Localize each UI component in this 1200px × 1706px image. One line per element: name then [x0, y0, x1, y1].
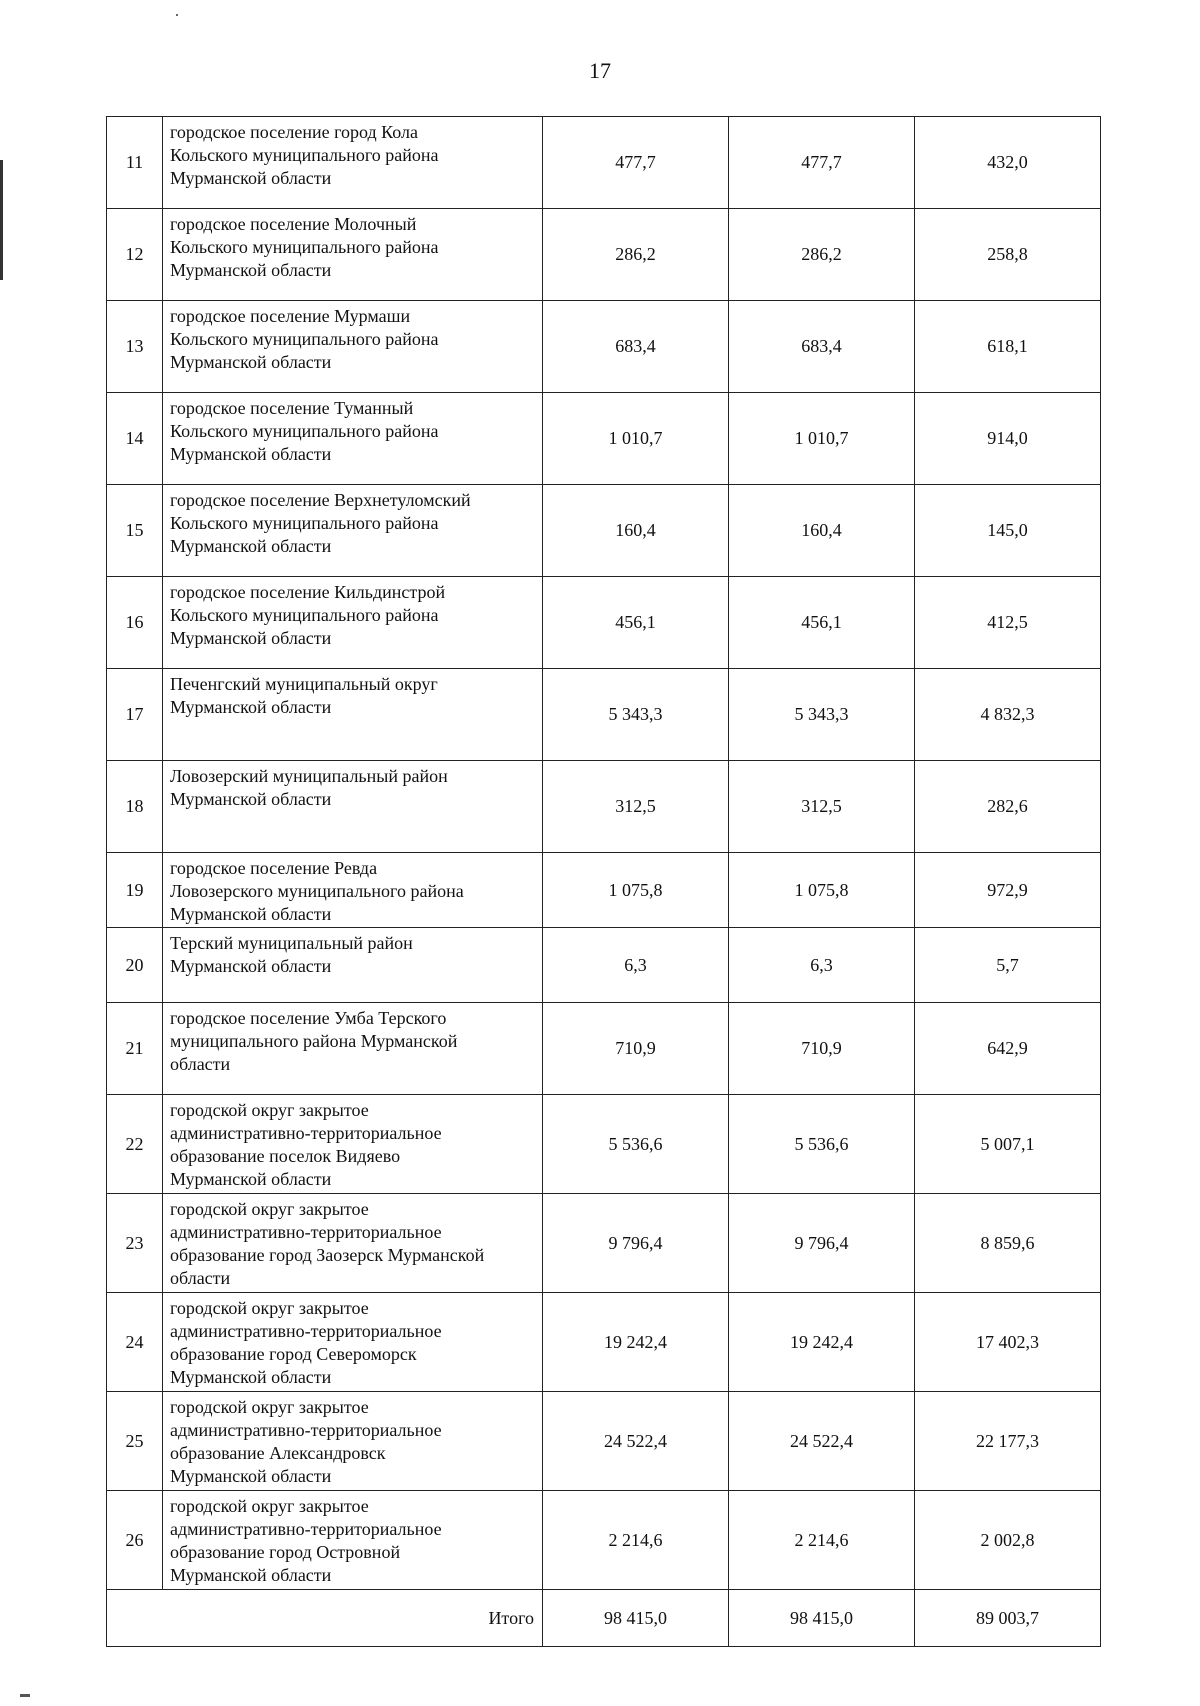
value-column-3-text: 5 007,1: [980, 1133, 1035, 1154]
municipality-name: [163, 928, 543, 1003]
value-column-3-text: 258,8: [987, 244, 1028, 264]
value-column-1: [543, 928, 729, 1003]
row-number: [107, 393, 163, 485]
row-number: [107, 117, 163, 209]
row-number-text: 11: [125, 152, 144, 172]
value-column-1-text: 286,2: [615, 244, 656, 264]
value-column-1: [543, 1392, 729, 1491]
value-column-2: [729, 393, 915, 485]
row-number-text: 23: [125, 1232, 144, 1253]
municipality-name-text: городское поселение Молочный Кольского муниципального района Мурманской области: [170, 214, 439, 280]
row-number-text: 12: [125, 244, 144, 264]
municipality-name-text: городское поселение Умба Терского муниципального района Мурманской области: [170, 1008, 458, 1074]
value-column-1: [543, 761, 729, 853]
value-column-2: [729, 669, 915, 761]
table-row: [107, 761, 1101, 853]
municipality-name: [163, 853, 543, 928]
value-column-2: [729, 577, 915, 669]
municipality-name: [163, 669, 543, 761]
table-row: [107, 1491, 1101, 1590]
municipality-name: [163, 301, 543, 393]
municipality-name-text: Печенгский муниципальный округ Мурманской области: [170, 674, 438, 717]
value-column-1: [543, 1003, 729, 1095]
row-number: [107, 1003, 163, 1095]
municipality-name-text: Терский муниципальный район Мурманской области: [170, 933, 413, 976]
value-column-2-text: 6,3: [810, 954, 833, 975]
value-column-2-text: 5 536,6: [794, 1133, 849, 1154]
value-column-1: [543, 853, 729, 928]
value-column-2: [729, 301, 915, 393]
total-value-2: [729, 1590, 915, 1647]
row-number: [107, 1392, 163, 1491]
value-column-3: [915, 928, 1101, 1003]
municipality-name-text: городское поселение Кильдинстрой Кольского муниципального района Мурманской области: [170, 582, 446, 648]
value-column-2: [729, 1095, 915, 1194]
municipality-name-text: городское поселение Туманный Кольского муниципального района Мурманской области: [170, 398, 439, 464]
municipality-name: [163, 1095, 543, 1194]
value-column-2-text: 286,2: [801, 244, 842, 264]
municipality-name: [163, 1293, 543, 1392]
value-column-3-text: 5,7: [996, 954, 1019, 975]
allocation-table: [106, 116, 1101, 1647]
row-number: [107, 853, 163, 928]
row-number: [107, 928, 163, 1003]
value-column-2-text: 9 796,4: [794, 1232, 849, 1253]
table-body: [107, 117, 1101, 1647]
row-number-text: 17: [125, 704, 144, 724]
value-column-3: [915, 485, 1101, 577]
row-number: [107, 1491, 163, 1590]
value-column-3: [915, 1095, 1101, 1194]
municipality-name-text: городское поселение Мурмаши Кольского муниципального района Мурманской области: [170, 306, 439, 372]
table-row: [107, 853, 1101, 928]
value-column-3-text: 22 177,3: [976, 1430, 1039, 1451]
value-column-2: [729, 117, 915, 209]
table-row: [107, 1095, 1101, 1194]
value-column-1: [543, 117, 729, 209]
value-column-1-text: 2 214,6: [608, 1529, 663, 1550]
value-column-1-text: 477,7: [615, 152, 656, 172]
value-column-2: [729, 1392, 915, 1491]
value-column-1: [543, 1491, 729, 1590]
value-column-2-text: 2 214,6: [794, 1529, 849, 1550]
value-column-1: [543, 301, 729, 393]
municipality-name-text: городское поселение Ревда Ловозерского муниципального района Мурманской области: [170, 858, 464, 924]
row-number: [107, 1095, 163, 1194]
municipality-name: [163, 209, 543, 301]
table-row: [107, 1194, 1101, 1293]
row-number: [107, 761, 163, 853]
table-row: [107, 577, 1101, 669]
value-column-3: [915, 209, 1101, 301]
value-column-2: [729, 761, 915, 853]
municipality-name-text: Ловозерский муниципальный район Мурманской области: [170, 766, 448, 809]
row-number-text: 15: [125, 520, 144, 540]
municipality-name: [163, 485, 543, 577]
municipality-name-text: городской округ закрытое административно-территориальное образование Александровск Мурманской области: [170, 1397, 442, 1486]
row-number: [107, 485, 163, 577]
total-value-3: [915, 1590, 1101, 1647]
value-column-2-text: 5 343,3: [794, 704, 849, 724]
value-column-3-text: 618,1: [987, 336, 1028, 356]
scan-edge-mark: [0, 160, 3, 280]
value-column-3-text: 412,5: [987, 612, 1028, 632]
value-column-2-text: 19 242,4: [790, 1331, 853, 1352]
value-column-2-text: 1 010,7: [794, 428, 849, 448]
row-number-text: 21: [125, 1038, 144, 1058]
table-row: [107, 1392, 1101, 1491]
value-column-3-text: 8 859,6: [980, 1232, 1035, 1253]
value-column-2-text: 160,4: [801, 520, 842, 540]
municipality-name: [163, 1392, 543, 1491]
value-column-2-text: 710,9: [801, 1038, 842, 1058]
value-column-1-text: 456,1: [615, 612, 656, 632]
page-number: 17: [589, 58, 611, 83]
value-column-1-text: 5 343,3: [608, 704, 663, 724]
total-value-1: [543, 1590, 729, 1647]
allocation-table-wrapper: [106, 116, 1100, 1647]
value-column-1-text: 19 242,4: [604, 1331, 667, 1352]
value-column-3-text: 282,6: [987, 796, 1028, 816]
municipality-name: [163, 1194, 543, 1293]
row-number-text: 22: [125, 1133, 144, 1154]
table-row: [107, 301, 1101, 393]
value-column-2-text: 477,7: [801, 152, 842, 172]
value-column-1-text: 1 075,8: [608, 879, 663, 900]
value-column-1: [543, 209, 729, 301]
value-column-1: [543, 669, 729, 761]
table-row: [107, 1293, 1101, 1392]
value-column-3-text: 4 832,3: [980, 704, 1035, 724]
total-value-text: 98 415,0: [790, 1607, 853, 1628]
value-column-1-text: 683,4: [615, 336, 656, 356]
value-column-3-text: 972,9: [987, 879, 1028, 900]
municipality-name: [163, 1491, 543, 1590]
value-column-2-text: 1 075,8: [794, 879, 849, 900]
value-column-3: [915, 301, 1101, 393]
value-column-1: [543, 1095, 729, 1194]
value-column-2: [729, 209, 915, 301]
table-row: [107, 669, 1101, 761]
table-row: [107, 928, 1101, 1003]
value-column-3: [915, 1491, 1101, 1590]
value-column-1-text: 312,5: [615, 796, 656, 816]
total-label-cell: [107, 1590, 543, 1647]
municipality-name-text: городской округ закрытое административно-территориальное образование город Североморск Мурманской области: [170, 1298, 442, 1387]
value-column-2: [729, 485, 915, 577]
value-column-3: [915, 1392, 1101, 1491]
table-row: [107, 209, 1101, 301]
value-column-1-text: 9 796,4: [608, 1232, 663, 1253]
row-number: [107, 301, 163, 393]
total-row: [107, 1590, 1101, 1647]
municipality-name-text: городской округ закрытое административно-территориальное образование город Островной Мурманской области: [170, 1496, 442, 1585]
row-number-text: 13: [125, 336, 144, 356]
row-number: [107, 1293, 163, 1392]
value-column-3-text: 432,0: [987, 152, 1028, 172]
value-column-3-text: 17 402,3: [976, 1331, 1039, 1352]
value-column-3: [915, 1003, 1101, 1095]
value-column-2-text: 683,4: [801, 336, 842, 356]
municipality-name: [163, 1003, 543, 1095]
value-column-3: [915, 761, 1101, 853]
value-column-3: [915, 853, 1101, 928]
row-number: [107, 209, 163, 301]
value-column-3: [915, 393, 1101, 485]
scan-bottom-mark: [20, 1694, 30, 1697]
value-column-2: [729, 1003, 915, 1095]
municipality-name: [163, 761, 543, 853]
value-column-3-text: 914,0: [987, 428, 1028, 448]
row-number-text: 24: [125, 1331, 144, 1352]
value-column-1-text: 710,9: [615, 1038, 656, 1058]
value-column-2: [729, 1293, 915, 1392]
row-number-text: 19: [125, 879, 144, 900]
table-row: [107, 1003, 1101, 1095]
value-column-1-text: 1 010,7: [608, 428, 663, 448]
row-number-text: 20: [125, 954, 144, 975]
row-number-text: 16: [125, 612, 144, 632]
row-number-text: 18: [125, 796, 144, 816]
value-column-3-text: 145,0: [987, 520, 1028, 540]
value-column-2: [729, 1491, 915, 1590]
value-column-2: [729, 853, 915, 928]
row-number-text: 14: [125, 428, 144, 448]
row-number: [107, 669, 163, 761]
value-column-1-text: 160,4: [615, 520, 656, 540]
value-column-1: [543, 1293, 729, 1392]
municipality-name: [163, 117, 543, 209]
total-value-text: 98 415,0: [604, 1607, 667, 1628]
row-number-text: 26: [125, 1529, 144, 1550]
value-column-3: [915, 669, 1101, 761]
municipality-name: [163, 577, 543, 669]
row-number: [107, 1194, 163, 1293]
value-column-2-text: 24 522,4: [790, 1430, 853, 1451]
value-column-1-text: 6,3: [624, 954, 647, 975]
table-row: [107, 117, 1101, 209]
table-row: [107, 393, 1101, 485]
value-column-3: [915, 117, 1101, 209]
value-column-1: [543, 393, 729, 485]
value-column-1: [543, 577, 729, 669]
total-label: Итого: [488, 1607, 534, 1628]
municipality-name-text: городское поселение город Кола Кольского муниципального района Мурманской области: [170, 122, 439, 188]
value-column-2-text: 456,1: [801, 612, 842, 632]
municipality-name-text: городской округ закрытое административно-территориальное образование город Заозерск Мурманской области: [170, 1199, 485, 1288]
row-number: [107, 577, 163, 669]
value-column-3-text: 2 002,8: [980, 1529, 1035, 1550]
value-column-3-text: 642,9: [987, 1038, 1028, 1058]
scan-speck: [176, 14, 178, 16]
value-column-2-text: 312,5: [801, 796, 842, 816]
value-column-1-text: 5 536,6: [608, 1133, 663, 1154]
row-number-text: 25: [125, 1430, 144, 1451]
municipality-name-text: городское поселение Верхнетуломский Кольского муниципального района Мурманской области: [170, 490, 471, 556]
value-column-2: [729, 1194, 915, 1293]
value-column-1: [543, 1194, 729, 1293]
total-value-text: 89 003,7: [976, 1607, 1039, 1628]
value-column-1-text: 24 522,4: [604, 1430, 667, 1451]
value-column-2: [729, 928, 915, 1003]
value-column-3: [915, 1194, 1101, 1293]
table-row: [107, 485, 1101, 577]
value-column-3: [915, 577, 1101, 669]
municipality-name-text: городской округ закрытое административно-территориальное образование поселок Видяево Мурманской области: [170, 1100, 442, 1189]
municipality-name: [163, 393, 543, 485]
value-column-3: [915, 1293, 1101, 1392]
value-column-1: [543, 485, 729, 577]
